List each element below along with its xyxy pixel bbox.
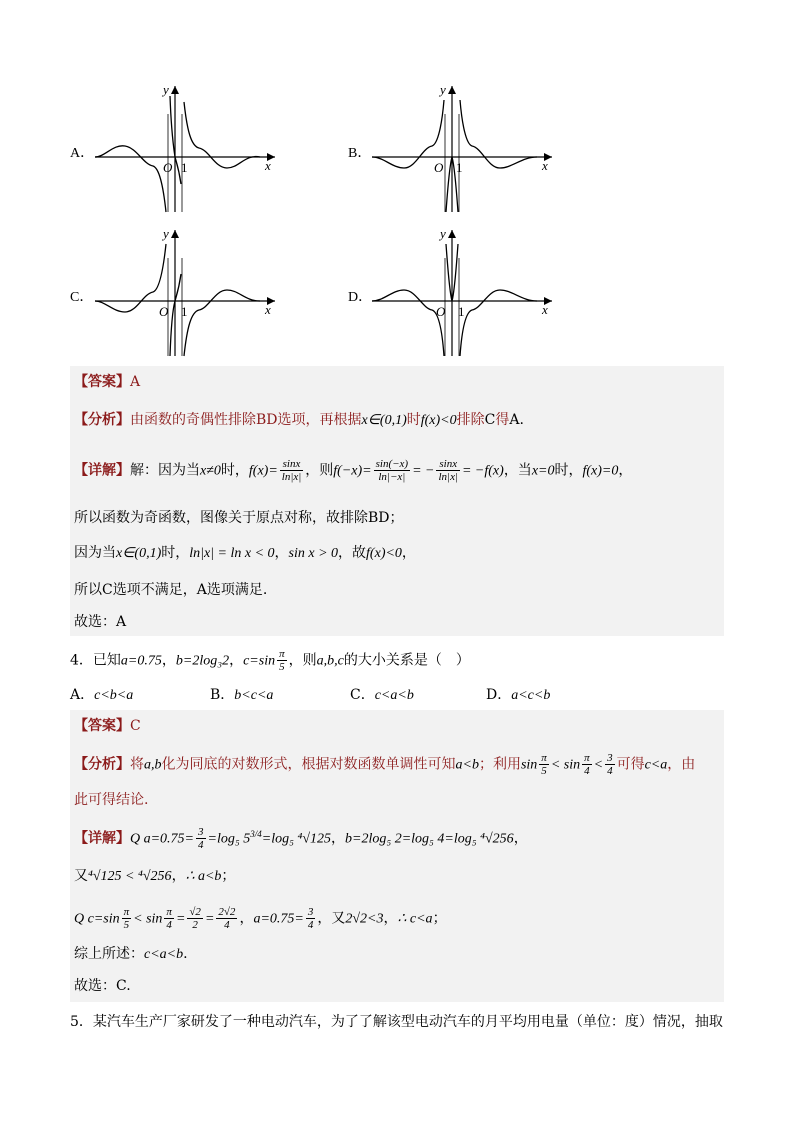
q4-option-d-label: D． <box>486 687 512 703</box>
graph-c-one: 1 <box>181 304 188 319</box>
graph-a-x-label: x <box>265 158 271 173</box>
q4-stem-frac-num: π <box>279 648 285 660</box>
q3-answer <box>74 372 140 392</box>
q4-stem <box>70 648 470 673</box>
q3-detail-3i: ， <box>401 545 416 561</box>
q4-detail-1c: =log₅ ⁴√125 <box>261 831 332 847</box>
q3-detail-1d: f(x)= <box>248 463 278 479</box>
q4-stem-c: ， <box>161 652 176 669</box>
q4-detail-3f: a=0.75= <box>253 911 304 927</box>
q4-analysis-frac-1 <box>539 752 549 777</box>
q3-detail-1e: ，则 <box>305 462 334 479</box>
q3-detail-1h: = −f(x) <box>461 463 504 479</box>
q4-detail-3a: Q c=sin <box>74 911 120 927</box>
q3-analysis-tag: 【分析】 <box>74 412 130 428</box>
q3-frac-3-num: sinx <box>436 458 460 471</box>
q3-detail-1a: 解：因为当 <box>130 462 200 479</box>
q4-detail-4c: . <box>183 946 188 962</box>
q4-stem-h: a,b,c <box>316 653 344 669</box>
graph-option-c <box>95 228 285 358</box>
q4-detail-3-frac-2-num: π <box>166 906 172 918</box>
q4-analysis-line1 <box>74 752 695 777</box>
q4-analysis-b: a,b <box>144 757 162 773</box>
q3-detail-line2: 所以函数为奇函数，图像关于原点对称，故排除BD； <box>74 510 404 526</box>
q4-detail-2c: ， <box>171 868 186 884</box>
q4-detail-1a: Q a=0.75= <box>130 831 195 847</box>
q3-detail-line4: 所以C选项不满足，A选项满足. <box>74 582 268 598</box>
q4-stem-frac-den: 5 <box>279 661 285 673</box>
q4-analysis-c: 化为同底的对数形式，根据对数函数单调性可知 <box>161 756 456 773</box>
q4-detail-3j: ∴ c<a <box>397 911 433 927</box>
q4-detail-2b: ⁴√125 < ⁴√256 <box>88 869 172 884</box>
graph-a-y-label: y <box>163 82 169 97</box>
q4-analysis-frac-3-den: 4 <box>607 765 613 777</box>
q3-frac-2 <box>374 458 410 483</box>
q4-analysis-i: 可得 <box>616 756 645 773</box>
q4-analysis-a: 将 <box>130 756 144 773</box>
q4-detail-line2 <box>74 866 235 887</box>
q4-detail-1f: ， <box>513 830 528 847</box>
q4-detail-3-frac-1-den: 5 <box>123 919 130 931</box>
q4-detail-3g: ，又 <box>317 910 346 927</box>
q4-option-a-text: c<b<a <box>94 688 134 703</box>
q4-detail-3-frac-3 <box>187 906 203 931</box>
q3-analysis <box>74 410 524 431</box>
option-a-label: A． <box>70 146 95 161</box>
q4-analysis-h: < <box>593 757 604 773</box>
q4-option-d-text: a<c<b <box>511 688 551 703</box>
q3-frac-1-den: ln|x| <box>281 471 302 483</box>
q3-detail-tag: 【详解】 <box>74 462 130 479</box>
q4-detail-3-frac-5 <box>306 906 316 931</box>
graph-c-x-label: x <box>265 302 271 317</box>
graph-b-origin: O <box>434 160 444 175</box>
q4-detail-3-frac-3-num: √2 <box>189 906 201 918</box>
q3-detail-3c: 时， <box>161 545 190 561</box>
q4-detail-line1 <box>74 824 528 851</box>
graph-b-x-label: x <box>542 158 548 173</box>
q4-stem-g: ，则 <box>288 652 317 669</box>
q4-detail-3-frac-4 <box>216 906 237 931</box>
q4-detail-3c: = <box>175 911 186 927</box>
q3-analysis-text-3: 排除 <box>456 412 485 428</box>
q4-detail-3k: ； <box>432 910 447 927</box>
q3-detail-1f: f(−x)= <box>333 463 372 479</box>
q3-detail-1m: ， <box>618 462 633 479</box>
q3-frac-1-num: sinx <box>280 458 304 471</box>
q4-analysis-line2: 此可得结论. <box>74 792 149 808</box>
q4-detail-1-frac <box>196 826 206 851</box>
q4-answer <box>74 716 141 736</box>
q3-detail-1l: f(x)=0 <box>582 463 619 479</box>
q4-analysis-frac-1-den: 5 <box>541 765 547 777</box>
graph-b-y-label: y <box>440 82 446 97</box>
q4-detail-3-frac-5-den: 4 <box>307 919 314 931</box>
q4-detail-1-frac-num: 3 <box>198 826 204 839</box>
graph-a-origin: O <box>163 160 173 175</box>
graph-option-d <box>372 228 562 358</box>
q3-frac-3 <box>436 458 460 483</box>
graph-d-origin: O <box>436 304 446 319</box>
q4-detail-3e: ， <box>239 910 254 927</box>
option-c-label: C． <box>70 290 94 305</box>
q3-detail-1j: x=0 <box>531 463 555 479</box>
q4-detail-4b: c<a<b <box>144 947 184 962</box>
q4-option-d[interactable] <box>486 685 550 706</box>
q3-detail-3h: f(x)<0 <box>366 546 402 561</box>
q4-detail-3-frac-1-num: π <box>123 906 130 918</box>
q3-detail-3b: x∈(0,1) <box>116 546 162 561</box>
q4-option-c-label: C． <box>350 687 375 703</box>
graph-d-one: 1 <box>458 304 465 319</box>
q3-answer-value: A <box>130 374 141 390</box>
q4-stem-d: b=2log₃2 <box>175 653 230 669</box>
q4-option-b[interactable] <box>210 685 273 706</box>
q4-analysis-f: sin <box>520 757 538 773</box>
q3-detail-1c: 时， <box>220 462 249 479</box>
q4-detail-line5: 故选：C. <box>74 978 131 994</box>
q3-detail-3e: ， <box>274 545 289 561</box>
q4-stem-e: ， <box>229 652 244 669</box>
q4-option-c[interactable] <box>350 685 414 706</box>
q4-detail-3-frac-2-den: 4 <box>166 919 172 931</box>
q3-detail-line3 <box>74 543 416 564</box>
q4-option-b-text: b<c<a <box>234 688 274 703</box>
graph-c-origin: O <box>159 304 169 319</box>
q4-detail-2e: ； <box>221 868 236 884</box>
q3-detail-3g: ，故 <box>338 545 367 561</box>
q4-answer-value: C <box>130 718 141 734</box>
q4-detail-3b: < sin <box>133 911 163 927</box>
q4-detail-1e: b=2log₅ 2=log₅ 4=log₅ ⁴√256 <box>345 831 514 847</box>
q4-stem-b: a=0.75 <box>120 653 162 669</box>
q4-detail-3i: ， <box>383 910 398 927</box>
q4-analysis-frac-2 <box>582 752 592 777</box>
q3-frac-1 <box>280 458 304 483</box>
q3-detail-3d: ln|x| = ln x < 0 <box>189 546 275 561</box>
q3-detail-line1 <box>74 458 632 483</box>
graph-d-x-label: x <box>542 302 548 317</box>
q4-detail-1d: ， <box>331 830 346 847</box>
q4-detail-3h: 2√2<3 <box>345 911 384 927</box>
q3-analysis-text-1: 由函数的奇偶性排除BD选项，再根据 <box>130 412 362 428</box>
q3-detail-3a: 因为当 <box>74 545 116 561</box>
q4-stem-a: 4．已知 <box>70 652 121 669</box>
q4-analysis-d: a<b <box>455 757 479 773</box>
q4-detail-1b: =log₅ 5 <box>207 831 251 847</box>
q3-analysis-a: A. <box>509 412 524 428</box>
q3-analysis-math-2: f(x)<0 <box>420 413 457 428</box>
option-b-label: B． <box>348 146 372 161</box>
q4-analysis-frac-3-num: 3 <box>607 752 613 764</box>
q4-option-c-text: c<a<b <box>374 688 414 703</box>
q3-detail-3f: sin x > 0 <box>288 546 339 561</box>
q4-stem-f: c=sin <box>243 653 276 669</box>
q4-option-a-label: A． <box>70 687 95 703</box>
q4-detail-3d: = <box>204 911 215 927</box>
q3-analysis-text-4: 得 <box>495 412 510 428</box>
graph-option-b <box>372 84 562 214</box>
q4-detail-3-frac-2 <box>164 906 174 931</box>
q4-stem-i: 的大小关系是（ ） <box>343 652 470 669</box>
q4-detail-3-frac-4-den: 4 <box>224 919 230 931</box>
q4-analysis-k: ，由 <box>667 756 696 773</box>
q4-detail-3-frac-3-den: 2 <box>192 919 198 931</box>
q4-answer-tag: 【答案】 <box>74 718 130 734</box>
q4-analysis-e: ；利用 <box>478 756 521 773</box>
q3-frac-2-num: sin(−x) <box>375 458 409 470</box>
q4-detail-line4 <box>74 944 188 965</box>
q4-detail-line3 <box>74 906 447 931</box>
graph-c-y-label: y <box>163 226 169 241</box>
q3-analysis-math-1: x∈(0,1) <box>361 413 407 428</box>
q3-detail-1k: 时， <box>554 462 583 479</box>
q4-detail-2d: ∴ a<b <box>185 869 222 884</box>
q4-analysis-g: < sin <box>550 757 581 773</box>
q4-analysis-frac-2-den: 4 <box>584 765 590 777</box>
q4-detail-4a: 综上所述： <box>74 946 144 962</box>
q4-analysis-j: c<a <box>644 757 668 773</box>
q4-detail-3-frac-1 <box>122 906 132 931</box>
q3-detail-1g: = − <box>412 463 435 479</box>
q4-analysis-tag: 【分析】 <box>74 756 130 773</box>
q4-option-b-label: B． <box>210 687 235 703</box>
q4-detail-1-sup: 3/4 <box>250 829 262 839</box>
q4-detail-1-frac-den: 4 <box>198 839 204 852</box>
q3-analysis-text-2: 时 <box>406 412 421 428</box>
q4-detail-3-frac-5-num: 3 <box>307 906 314 918</box>
q3-answer-tag: 【答案】 <box>74 374 130 390</box>
q3-detail-line5: 故选：A <box>74 614 127 630</box>
q4-detail-2a: 又 <box>74 868 88 884</box>
q5-stem: 5．某汽车生产厂家研发了一种电动汽车，为了了解该型电动汽车的月平均用电量（单位：度）情况，抽取 <box>70 1014 723 1030</box>
q3-frac-3-den: ln|x| <box>438 471 458 483</box>
q3-detail-1i: ，当 <box>503 462 532 479</box>
option-d-label: D． <box>348 290 373 305</box>
graph-d-y-label: y <box>440 226 446 241</box>
q4-analysis-frac-3 <box>605 752 615 777</box>
graph-b-one: 1 <box>456 160 463 175</box>
q3-analysis-c: C <box>484 412 496 428</box>
q4-option-a[interactable] <box>70 685 133 706</box>
q4-analysis-frac-2-num: π <box>584 752 590 764</box>
graph-option-a <box>95 84 285 214</box>
q3-detail-1b: x≠0 <box>200 463 221 479</box>
q3-frac-2-den: ln|−x| <box>378 471 406 483</box>
graph-a-one: 1 <box>181 160 188 175</box>
q4-detail-tag: 【详解】 <box>74 830 130 847</box>
q4-detail-3-frac-4-num: 2√2 <box>218 906 236 918</box>
q4-analysis-frac-1-num: π <box>541 752 547 764</box>
q4-stem-frac <box>277 648 287 673</box>
